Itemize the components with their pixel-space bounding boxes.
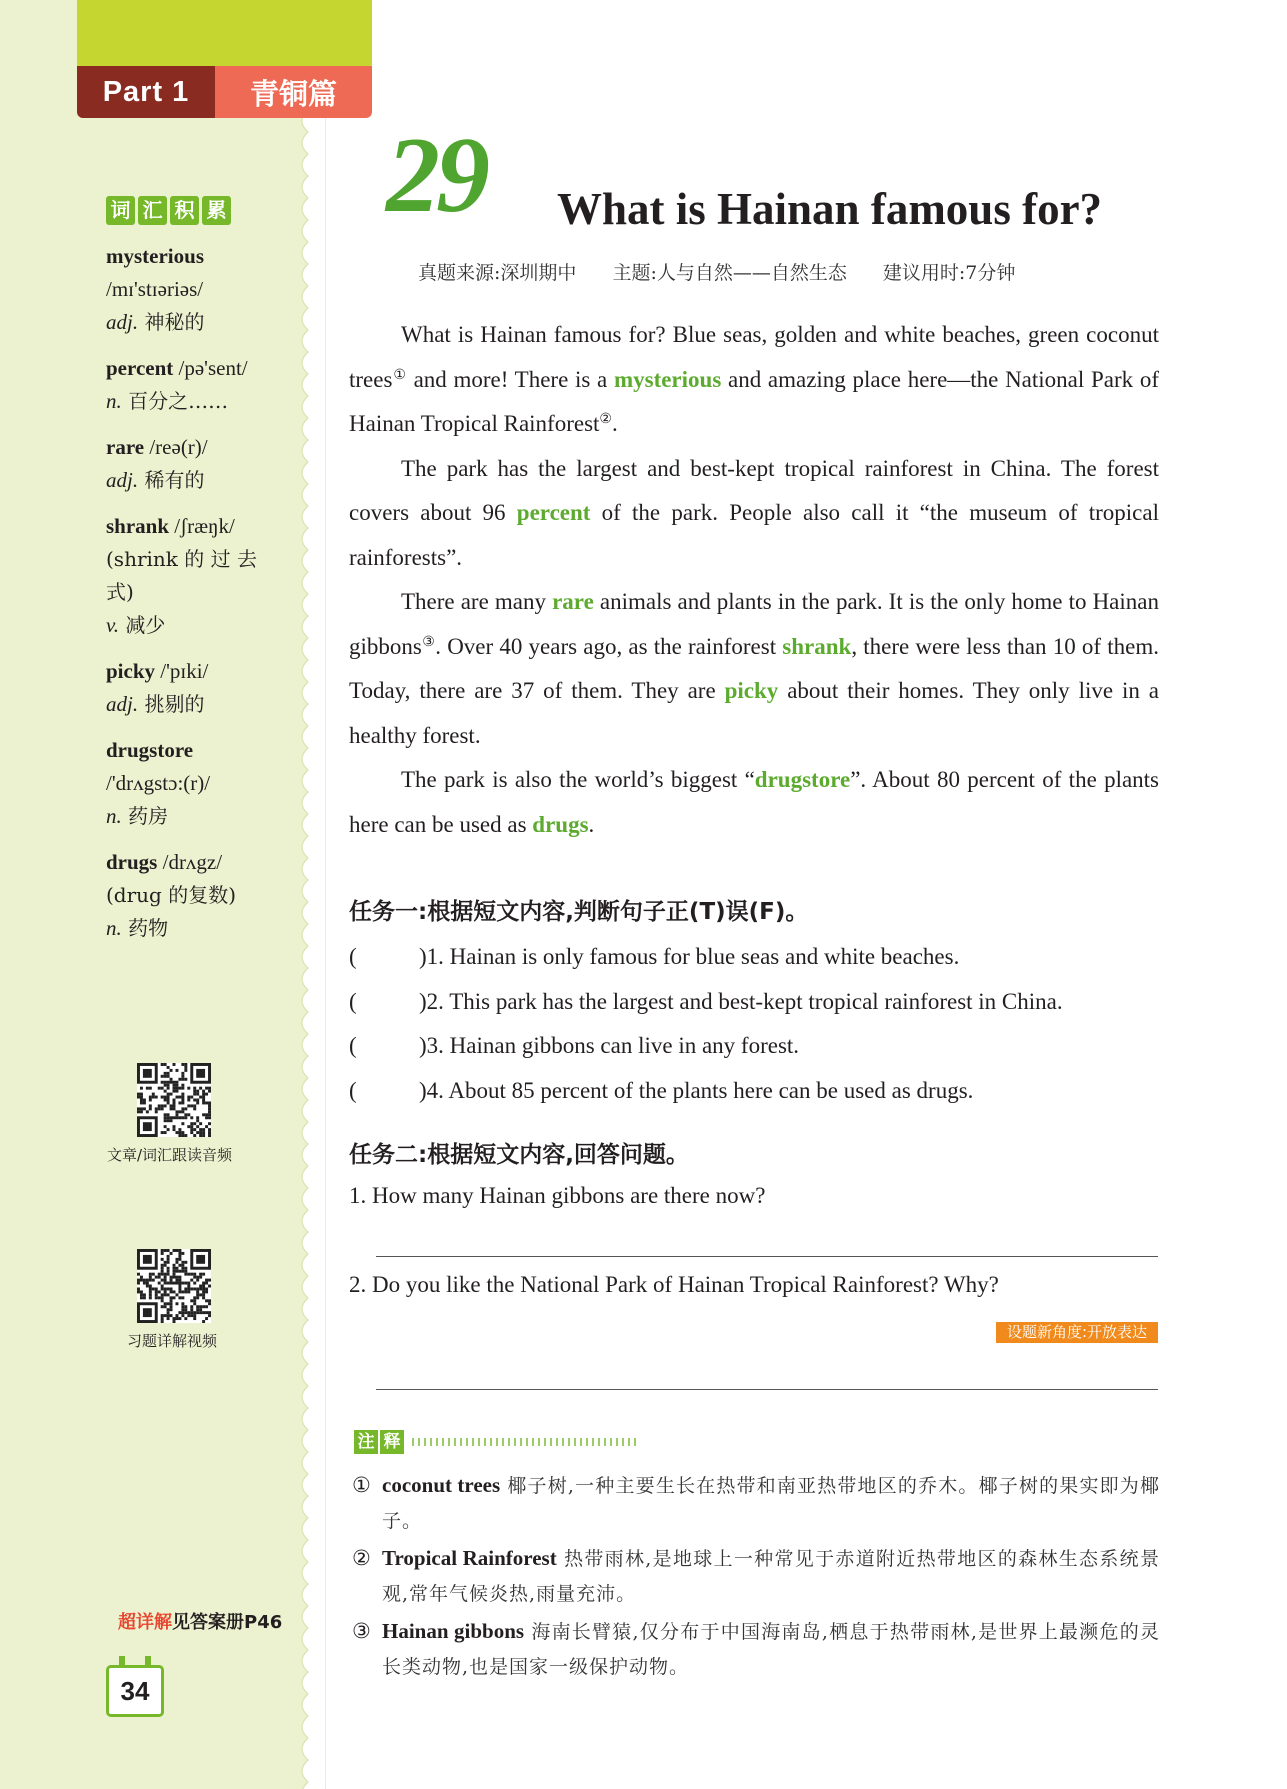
vocab-line	[106, 431, 276, 464]
vocab-phonetic: /reə(r)/	[144, 435, 208, 459]
notes-heading	[354, 1430, 638, 1454]
vocab-word: shrank	[106, 514, 170, 538]
header-green-band	[77, 0, 372, 66]
footnote-ref-3: ③	[421, 634, 436, 650]
task1-heading: 任务一:根据短文内容,判断句子正(T)误(F)。	[349, 899, 809, 925]
text: .	[588, 811, 595, 837]
sidebar-wave-edge	[296, 110, 326, 1789]
text: animals and plants in the park. It is the only home to Hainan gibbons	[349, 589, 1159, 659]
part-tab	[77, 66, 372, 118]
footnote-term: coconut trees	[382, 1473, 501, 1497]
vocab-line	[106, 306, 276, 339]
vocab-phonetic: /pə'sent/	[173, 356, 248, 380]
vocab-pos: v.	[106, 613, 120, 637]
vocab-line	[106, 273, 276, 306]
vocab-phonetic: /'pɪki/	[155, 659, 209, 683]
vocab-item	[106, 734, 276, 833]
answer-ref-highlight: 超详解	[118, 1612, 172, 1633]
text: . Over 40 years ago, as the rainforest	[435, 633, 783, 659]
section-label: 青铜篇	[215, 66, 372, 118]
vocab-line	[106, 655, 276, 688]
lesson-number: 29	[386, 116, 486, 235]
footnote-number: ①	[352, 1473, 371, 1497]
vocab-line	[106, 609, 276, 642]
footnotes	[352, 1468, 1160, 1687]
answer-blank[interactable]: (	[349, 944, 357, 969]
vocab-item	[106, 655, 276, 721]
tf-item[interactable]	[349, 935, 1169, 980]
vocab-phonetic: /ʃræŋk/	[169, 514, 235, 538]
task2-heading: 任务二:根据短文内容,回答问题。	[349, 1142, 689, 1168]
open-expression-tag: 设题新角度:开放表达	[996, 1322, 1158, 1343]
vocab-word: picky	[106, 659, 156, 683]
vocab-meaning: (drug 的复数)	[106, 883, 237, 907]
lesson-meta	[418, 258, 1045, 285]
tf-statement: )4. About 85 percent of the plants here can be used as drugs.	[419, 1077, 974, 1103]
part-label: Part 1	[77, 66, 215, 118]
keyword-picky: picky	[724, 678, 779, 703]
vocab-heading	[106, 196, 231, 225]
paragraph-3	[349, 580, 1159, 758]
meta-theme: 主题:人与自然——自然生态	[612, 262, 847, 284]
vocab-heading-char: 积	[170, 196, 199, 225]
answer-reference	[118, 1608, 282, 1634]
vocab-line	[106, 800, 276, 833]
answer-blank[interactable]: (	[349, 988, 357, 1014]
vocab-word: drugstore	[106, 738, 194, 762]
vocab-meaning: 药物	[121, 916, 169, 940]
vocab-line	[106, 510, 276, 543]
tf-item[interactable]	[349, 1069, 1169, 1114]
text: The park is also the world’s biggest “	[401, 767, 755, 792]
answer-line-1[interactable]	[376, 1256, 1158, 1257]
footnote-number: ②	[352, 1546, 371, 1570]
footnote-ref-1: ①	[392, 367, 407, 383]
footnote-text: 热带雨林,是地球上一种常见于赤道附近热带地区的森林生态系统景观,常年气候炎热,雨量充沛。	[382, 1548, 1160, 1605]
vocab-meaning: 挑剔的	[138, 692, 205, 716]
vocab-word: mysterious	[106, 244, 204, 268]
vocab-line	[106, 352, 276, 385]
vocab-meaning: 减少	[119, 613, 166, 637]
footnote	[352, 1541, 1160, 1612]
text: about their homes. They only live in a healthy forest.	[349, 678, 1159, 748]
vocab-line	[106, 734, 276, 767]
vocab-meaning: 药房	[121, 804, 169, 828]
keyword-drugstore: drugstore	[754, 767, 851, 792]
text: , there were less than 10 of them. Today, there are 37 of them. They are	[349, 633, 1159, 703]
reading-passage	[349, 313, 1159, 847]
footnote-term: Tropical Rainforest	[382, 1546, 557, 1570]
tf-item[interactable]	[349, 980, 1169, 1025]
vocab-pos: adj.	[106, 692, 139, 716]
vocab-item	[106, 352, 276, 418]
vocab-line	[106, 879, 276, 912]
vocab-phonetic: /'drʌgstɔ:(r)/	[106, 771, 211, 795]
vocab-item	[106, 510, 276, 642]
vocab-pos: n.	[106, 389, 122, 413]
vocab-phonetic: /mɪ'stɪəriəs/	[106, 277, 204, 301]
vocab-meaning: 神秘的	[138, 310, 205, 334]
text: There are many	[401, 589, 553, 614]
vocab-pos: adj.	[106, 310, 139, 334]
vocab-meaning: 百分之……	[121, 389, 229, 413]
paragraph-4	[349, 758, 1159, 847]
vocab-phonetic: /drʌgz/	[157, 850, 223, 874]
tf-statement: )2. This park has the largest and best-kept tropical rainforest in China.	[419, 988, 1063, 1014]
footnote-term: Hainan gibbons	[382, 1619, 525, 1643]
notes-heading-char: 释	[380, 1430, 404, 1454]
answer-blank[interactable]: (	[349, 1077, 357, 1103]
vocab-heading-char: 词	[106, 196, 135, 225]
vocab-line	[106, 767, 276, 800]
tf-item[interactable]	[349, 1024, 1169, 1069]
vocab-pos: n.	[106, 804, 122, 828]
vocab-meaning: 稀有的	[138, 468, 205, 492]
keyword-percent: percent	[516, 500, 591, 525]
page-number: 34	[106, 1665, 164, 1717]
vocab-meaning: 式)	[106, 580, 134, 604]
tf-statement: )1. Hainan is only famous for blue seas and white beaches.	[419, 944, 960, 969]
true-false-list	[349, 935, 1169, 1113]
vocab-meaning: (shrink 的 过 去	[106, 547, 257, 571]
meta-time: 建议用时:7分钟	[882, 262, 1016, 284]
answer-blank[interactable]: (	[349, 1033, 357, 1058]
answer-ref-text: 见答案册P46	[172, 1612, 283, 1633]
footnote	[352, 1468, 1160, 1539]
vocab-list	[106, 240, 276, 958]
vocab-line	[106, 464, 276, 497]
vocab-line	[106, 576, 276, 609]
paragraph-2	[349, 447, 1159, 581]
vocab-word: percent	[106, 356, 174, 380]
meta-source: 真题来源:深圳期中	[418, 262, 577, 284]
vocab-item	[106, 846, 276, 945]
keyword-mysterious: mysterious	[613, 366, 722, 392]
qr-caption-audio: 文章/词汇跟读音频	[107, 1146, 233, 1164]
vocab-word: rare	[106, 435, 145, 459]
vocab-heading-char: 汇	[138, 196, 167, 225]
question-2: 2. Do you like the National Park of Hainan Tropical Rainforest? Why?	[349, 1272, 999, 1297]
vocab-pos: n.	[106, 916, 122, 940]
footnote-ref-2: ②	[599, 412, 612, 427]
lesson-title: What is Hainan famous for?	[557, 184, 1103, 234]
vocab-item	[106, 240, 276, 339]
keyword-shrank: shrank	[782, 633, 852, 659]
vocab-pos: adj.	[106, 468, 139, 492]
footnote-text: 海南长臂猿,仅分布于中国海南岛,栖息于热带雨林,是世界上最濒危的灵长类动物,也是国家一级保护动物。	[382, 1621, 1160, 1678]
qr-caption-video: 习题详解视频	[127, 1332, 218, 1350]
vocab-line	[106, 385, 276, 418]
text: and more! There is a	[406, 366, 614, 392]
notes-heading-char: 注	[354, 1430, 378, 1454]
vocab-item	[106, 431, 276, 497]
tf-statement: )3. Hainan gibbons can live in any forest.	[419, 1033, 800, 1058]
text: The park has the largest and best-kept tropical rainforest in China. The forest covers about 96	[349, 455, 1159, 525]
keyword-drugs: drugs	[532, 811, 589, 837]
qr-code-audio[interactable]	[137, 1063, 211, 1137]
vocab-word: drugs	[106, 850, 158, 874]
text: and amazing place here—the National Park of Hainan Tropical Rainforest	[349, 366, 1159, 436]
text: of the park. People also call it “the museum of tropical rainforests”.	[349, 500, 1159, 570]
vocab-line	[106, 543, 276, 576]
answer-line-2[interactable]	[376, 1389, 1158, 1390]
footnote-text: 椰子树,一种主要生长在热带和南亚热带地区的乔木。椰子树的果实即为椰子。	[382, 1475, 1160, 1532]
text: What is Hainan famous for? Blue seas, golden and white beaches, green coconut trees	[349, 322, 1159, 392]
footnote	[352, 1614, 1160, 1685]
vocab-line	[106, 688, 276, 721]
qr-code-video[interactable]	[137, 1249, 211, 1323]
question-1: 1. How many Hainan gibbons are there now?	[349, 1183, 766, 1208]
vocab-heading-char: 累	[202, 196, 231, 225]
footnote-number: ③	[352, 1619, 371, 1643]
paragraph-1	[349, 313, 1159, 447]
vocab-line	[106, 240, 276, 273]
text: ”. About 80 percent of the plants here can be used as	[349, 767, 1160, 837]
text: .	[611, 411, 618, 436]
vocab-line	[106, 846, 276, 879]
vocab-line	[106, 912, 276, 945]
notes-divider	[412, 1438, 638, 1446]
keyword-rare: rare	[552, 589, 594, 614]
